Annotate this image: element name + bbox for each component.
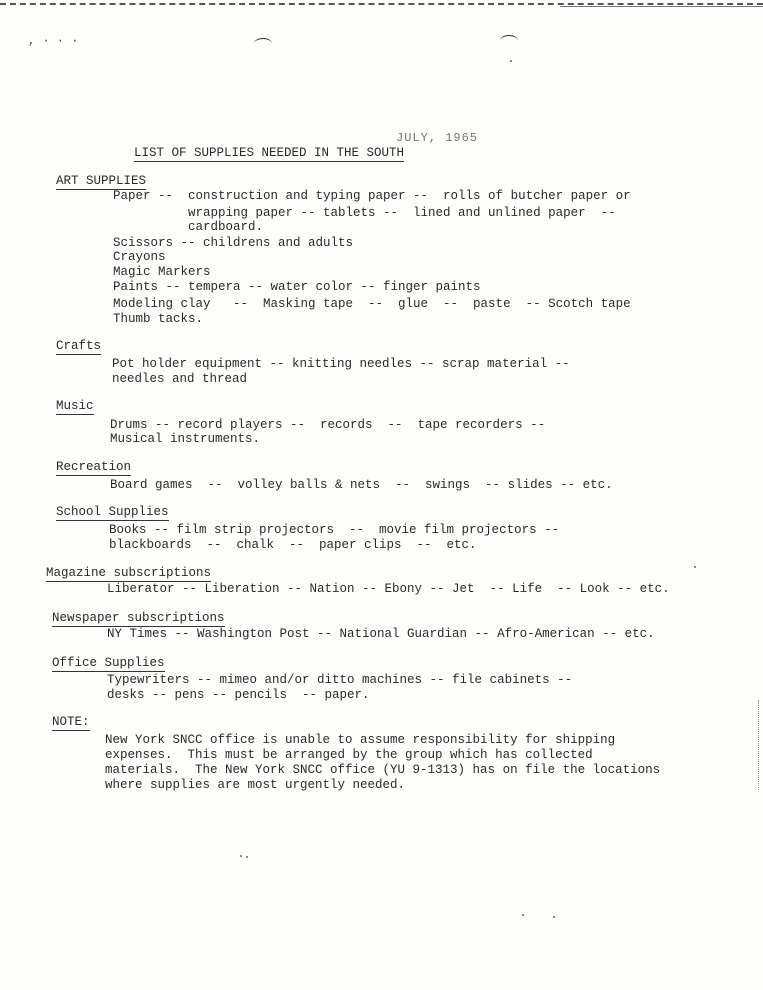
page-edge-line — [560, 6, 763, 7]
list-line: wrapping paper -- tablets -- lined and unlined paper -- — [113, 206, 616, 220]
scan-speck — [246, 856, 248, 858]
section-heading-crafts: Crafts — [56, 339, 102, 353]
list-line: Drums -- record players -- records -- tape recorders -- — [110, 418, 546, 432]
list-line: Pot holder equipment -- knitting needles -- scrap material -- — [112, 357, 570, 371]
margin-marks: , · · · — [28, 34, 79, 48]
list-line: Crayons — [113, 250, 166, 264]
list-line: desks -- pens -- pencils -- paper. — [107, 688, 370, 702]
note-line: where supplies are most urgently needed. — [105, 778, 406, 792]
list-line: Books -- film strip projectors -- movie film projectors -- — [109, 523, 560, 537]
list-line: Board games -- volley balls & nets -- swings -- slides -- etc. — [110, 478, 613, 492]
note-heading: NOTE: — [52, 715, 90, 729]
list-line: Scissors -- childrens and adults — [113, 236, 354, 250]
note-line: expenses. This must be arranged by the group which has collected — [105, 748, 593, 762]
section-heading-music: Music — [56, 399, 94, 413]
list-line: Thumb tacks. — [113, 312, 204, 326]
hole-punch-mark-right — [500, 35, 518, 46]
list-line: blackboards -- chalk -- paper clips -- etc. — [109, 538, 477, 552]
list-line: Paints -- tempera -- water color -- finger paints — [113, 280, 481, 294]
page-edge-border — [0, 3, 763, 5]
note-line: materials. The New York SNCC office (YU 9-1313) has on file the locations — [105, 763, 661, 777]
page-title: LIST OF SUPPLIES NEEDED IN THE SOUTH — [134, 146, 405, 160]
list-line: Modeling clay -- Masking tape -- glue -- paste -- Scotch tape — [113, 297, 631, 311]
scan-speck — [553, 916, 555, 918]
list-line: Typewriters -- mimeo and/or ditto machines -- file cabinets -- — [107, 673, 573, 687]
section-heading-school-supplies: School Supplies — [56, 505, 169, 519]
date-stamp: JULY, 1965 — [396, 131, 479, 145]
note-line: New York SNCC office is unable to assume responsibility for shipping — [105, 733, 616, 747]
scan-edge-dots — [758, 700, 761, 790]
list-line: Paper -- construction and typing paper -- rolls of butcher paper or — [113, 189, 631, 203]
list-line: NY Times -- Washington Post -- National Guardian -- Afro-American -- etc. — [107, 627, 655, 641]
scan-speck — [522, 914, 524, 916]
list-line: needles and thread — [112, 372, 248, 386]
list-line: cardboard. — [113, 220, 264, 234]
list-line: Magic Markers — [113, 265, 211, 279]
section-heading-recreation: Recreation — [56, 460, 132, 474]
scan-speck — [694, 566, 696, 568]
section-heading-art-supplies: ART SUPPLIES — [56, 174, 147, 188]
hole-punch-mark-left — [254, 38, 272, 49]
section-heading-magazine-subscriptions: Magazine subscriptions — [46, 566, 212, 580]
section-heading-newspaper-subscriptions: Newspaper subscriptions — [52, 611, 225, 625]
scan-speck — [240, 855, 242, 857]
scan-speck — [510, 60, 512, 62]
list-line: Liberator -- Liberation -- Nation -- Ebony -- Jet -- Life -- Look -- etc. — [107, 582, 670, 596]
section-heading-office-supplies: Office Supplies — [52, 656, 165, 670]
list-line: Musical instruments. — [110, 432, 261, 446]
